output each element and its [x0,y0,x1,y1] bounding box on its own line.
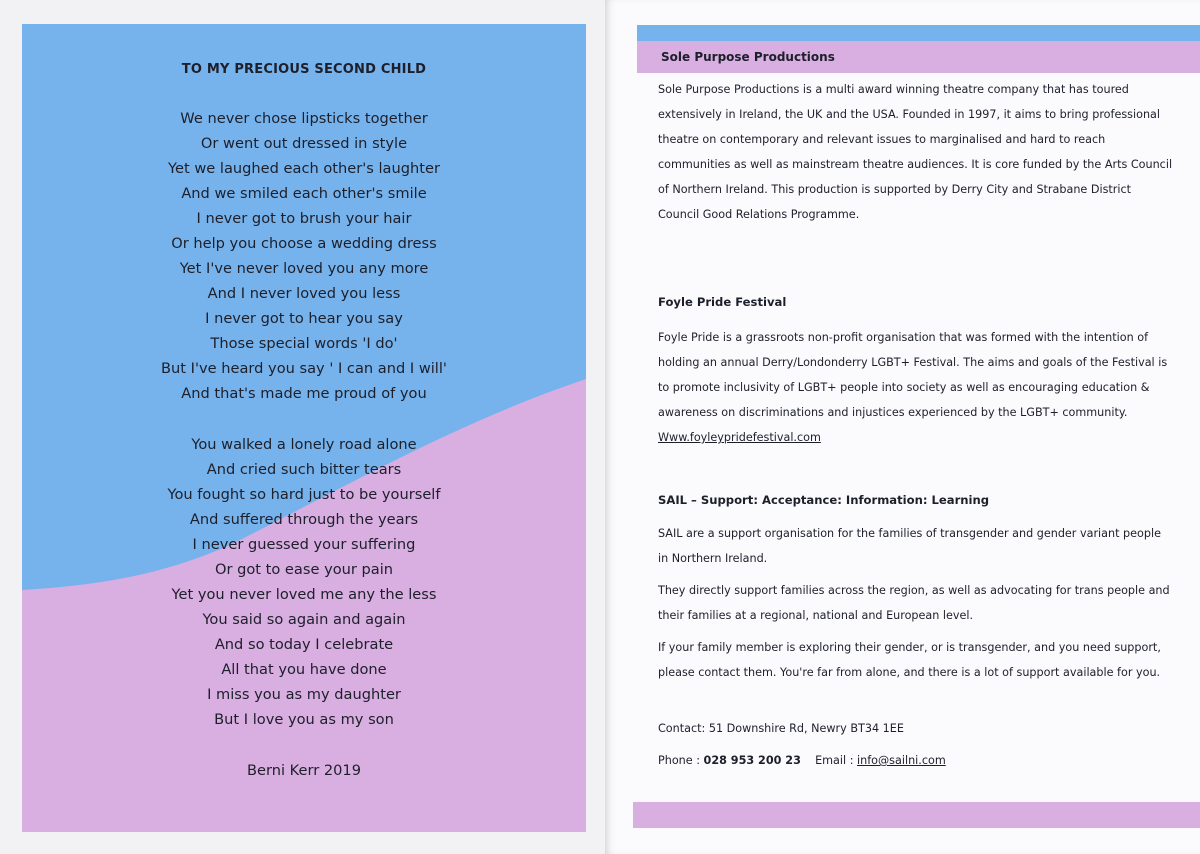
foyle-pride-text: Foyle Pride is a grassroots non-profit organisation that was formed with the intention of holding an annual Derry/Londonderry LGBT+ Festival. The aims and goals of the Festival is to promote inclusivity of LGBT+ people into society as well as encouraging education & awareness on discriminations and injustices experienced by the LGBT+ community. [658,331,1168,419]
poem-line: I never got to brush your hair [196,210,412,227]
sail-paragraph-2: They directly support families across the region, as well as advocating for trans people and their families at a regional, national and European level. [658,584,1170,622]
poem-line: I never got to hear you say [205,310,403,327]
phone-number[interactable]: 028 953 200 23 [703,754,801,767]
sail-paragraph-1: SAIL are a support organisation for the families of transgender and gender variant people in Northern Ireland. [658,527,1161,565]
poem-author: Berni Kerr 2019 [246,762,362,779]
poem-line: You fought so hard just to be yourself [167,486,441,503]
poem-line: And we smiled each other's smile [181,185,427,202]
poem-line: And I never loved you less [207,285,401,302]
poem-line: I never guessed your suffering [192,536,416,553]
poem-line: Or got to ease your pain [214,561,394,578]
poem-card [22,24,586,832]
poem-line: Yet we laughed each other's laughter [168,160,440,177]
poem-title: TO MY PRECIOUS SECOND CHILD [181,62,427,77]
email-label: Email : [815,754,858,767]
poem-line: All that you have done [221,661,387,678]
poem-line: Those special words 'I do' [210,335,398,352]
poem-line: You walked a lonely road alone [191,436,417,453]
poem-line: And that's made me proud of you [181,385,427,402]
phone-label: Phone : [658,754,704,767]
poem-line: Yet I've never loved you any more [179,260,429,277]
poem-line: But I've heard you say ' I can and I will' [161,360,447,377]
sail-paragraph-3: If your family member is exploring their gender, or is transgender, and you need support, please contact them. You're far from alone, and there is a lot of support available for you. [658,641,1161,679]
sail-heading: SAIL – Support: Acceptance: Information: Learning [658,493,990,507]
sole-purpose-heading: Sole Purpose Productions [661,50,835,64]
poem-line: And suffered through the years [189,511,419,528]
poem-line: And cried such bitter tears [206,461,402,478]
sole-purpose-body: Sole Purpose Productions is a multi award winning theatre company that has toured extensively in Ireland, the UK and the USA. Founded in 1997, it aims to bring professional theatre on contemporary and relevant issues to marginalised and hard to reach communities as well as mainstream theatre audiences. It is core funded by the Arts Council of Northern Ireland. This production is supported by Derry City and Strabane District Council Good Relations Programme. [658,83,1173,221]
sole-purpose-header [637,41,1200,73]
poem-line: But I love you as my son [214,711,394,728]
sail-contact: Contact: 51 Downshire Rd, Newry BT34 1EE [658,722,904,735]
sail-phone-email [658,748,1173,773]
poem-line: And so today I celebrate [214,636,394,653]
foyle-pride-heading: Foyle Pride Festival [658,295,787,309]
poem-line: Or help you choose a wedding dress [171,235,437,252]
poem-line: You said so again and again [202,611,406,628]
top-color-band [637,25,1200,41]
poem-line: I miss you as my daughter [207,686,401,703]
foyle-pride-link[interactable]: Www.foyleypridefestival.com [658,431,821,444]
poem-line: We never chose lipsticks together [180,110,428,127]
email-link[interactable]: info@sailni.com [857,754,946,767]
poem-line: Yet you never loved me any the less [171,586,437,603]
bottom-color-band [633,802,1200,828]
foyle-pride-body [658,325,1173,450]
poem-line: Or went out dressed in style [200,135,408,152]
